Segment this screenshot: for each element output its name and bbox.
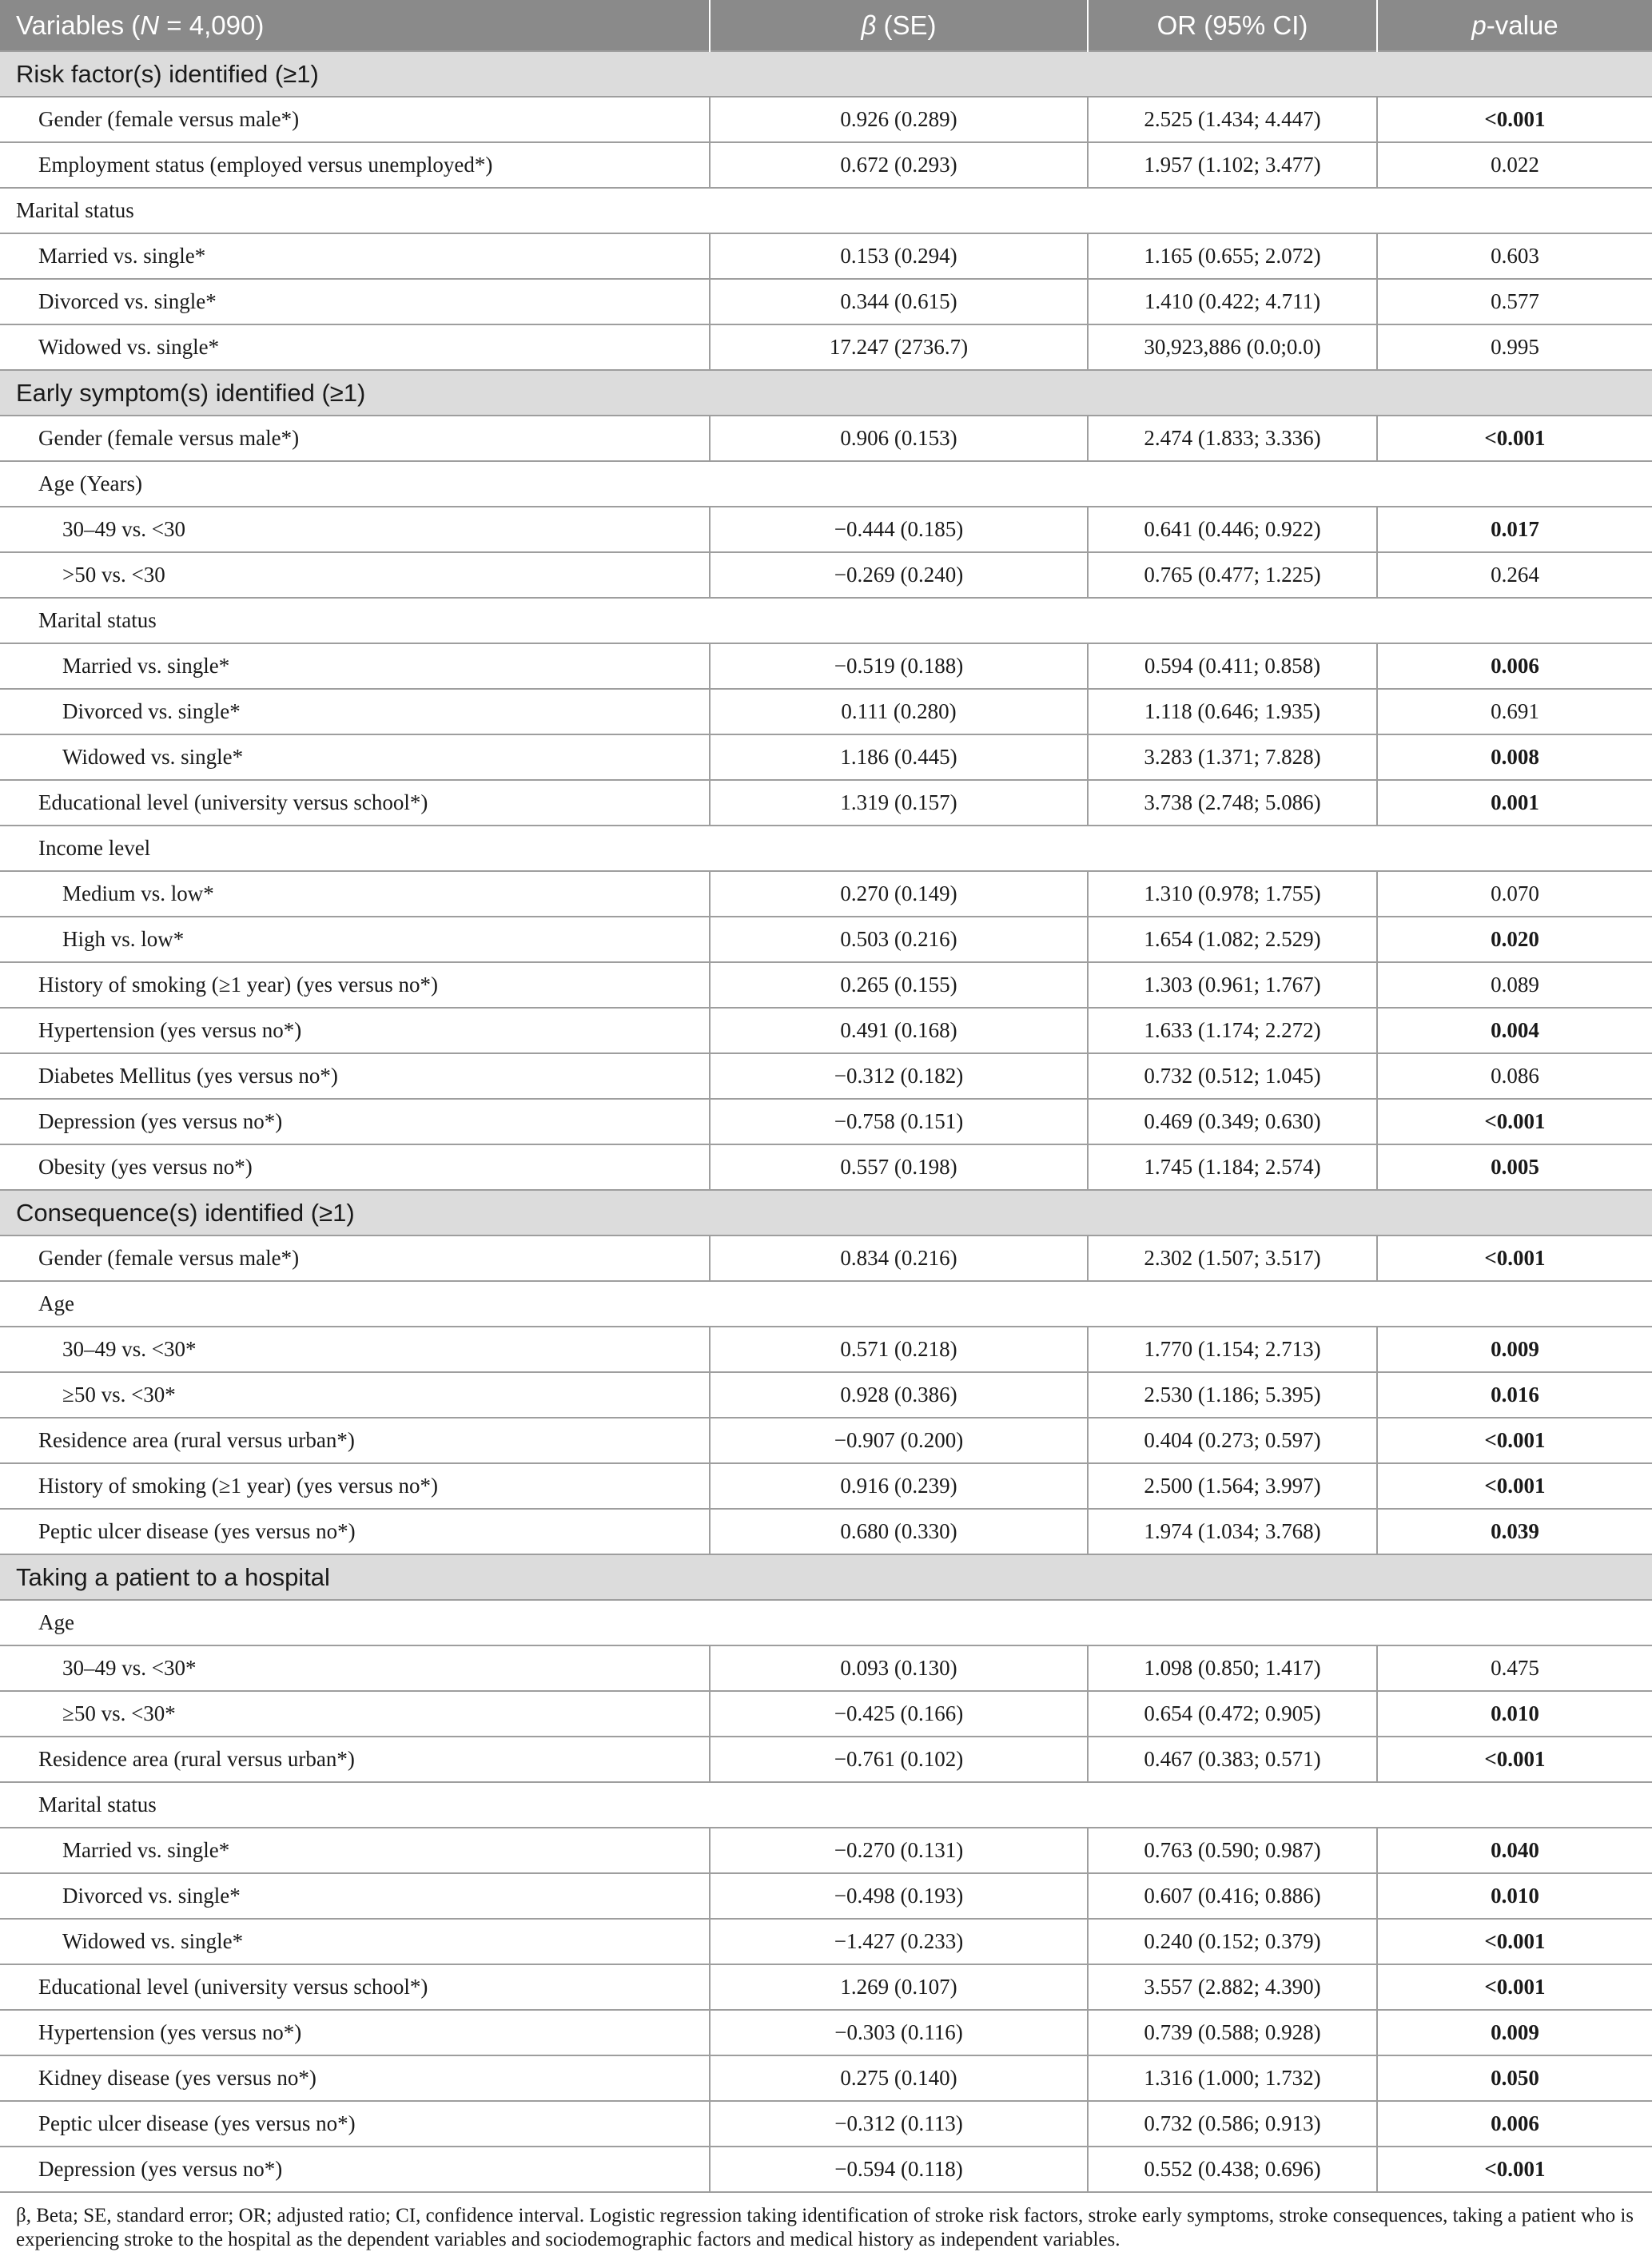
p-value-cell: 0.016 [1377, 1372, 1652, 1418]
row-label: Age [0, 1281, 1652, 1327]
table-row [0, 97, 1652, 142]
row-label: ≥50 vs. <30* [0, 1691, 710, 1737]
table-row [0, 1099, 1652, 1144]
beta-cell: 0.265 (0.155) [710, 962, 1088, 1008]
p-value-cell: 0.022 [1377, 142, 1652, 188]
header-row [0, 0, 1652, 51]
beta-cell: −0.498 (0.193) [710, 1873, 1088, 1919]
p-value-cell: 0.691 [1377, 689, 1652, 734]
beta-cell: 0.491 (0.168) [710, 1008, 1088, 1053]
table-row [0, 734, 1652, 780]
subgroup-row [0, 826, 1652, 871]
p-value-cell: 0.008 [1377, 734, 1652, 780]
beta-cell: 0.928 (0.386) [710, 1372, 1088, 1418]
or-cell: 1.770 (1.154; 2.713) [1088, 1327, 1377, 1372]
p-value-cell: 0.040 [1377, 1828, 1652, 1873]
beta-cell: 0.926 (0.289) [710, 97, 1088, 142]
or-cell: 0.732 (0.512; 1.045) [1088, 1053, 1377, 1099]
table-row [0, 1737, 1652, 1782]
p-value-cell: <0.001 [1377, 2147, 1652, 2192]
p-value-cell: <0.001 [1377, 416, 1652, 461]
table-row [0, 416, 1652, 461]
or-cell: 2.474 (1.833; 3.336) [1088, 416, 1377, 461]
table-row [0, 962, 1652, 1008]
beta-cell: −0.758 (0.151) [710, 1099, 1088, 1144]
row-label: Married vs. single* [0, 643, 710, 689]
table-row [0, 279, 1652, 324]
beta-cell: −0.519 (0.188) [710, 643, 1088, 689]
row-label: Widowed vs. single* [0, 1919, 710, 1964]
section-header [0, 1554, 1652, 1600]
row-label: Residence area (rural versus urban*) [0, 1418, 710, 1463]
or-cell: 0.765 (0.477; 1.225) [1088, 552, 1377, 598]
section-title: Taking a patient to a hospital [0, 1554, 1652, 1600]
row-label: Gender (female versus male*) [0, 97, 710, 142]
row-label: Peptic ulcer disease (yes versus no*) [0, 1509, 710, 1554]
or-cell: 3.557 (2.882; 4.390) [1088, 1964, 1377, 2010]
header-p-prefix: p [1471, 10, 1487, 40]
or-cell: 30,923,886 (0.0;0.0) [1088, 324, 1377, 370]
p-value-cell: <0.001 [1377, 97, 1652, 142]
or-cell: 2.530 (1.186; 5.395) [1088, 1372, 1377, 1418]
row-label: >50 vs. <30 [0, 552, 710, 598]
beta-cell: 1.186 (0.445) [710, 734, 1088, 780]
or-cell: 0.240 (0.152; 0.379) [1088, 1919, 1377, 1964]
p-value-cell: 0.004 [1377, 1008, 1652, 1053]
table-row [0, 1509, 1652, 1554]
section-header [0, 51, 1652, 97]
table-row [0, 2101, 1652, 2147]
table-row [0, 780, 1652, 826]
beta-cell: 1.269 (0.107) [710, 1964, 1088, 2010]
or-cell: 1.410 (0.422; 4.711) [1088, 279, 1377, 324]
p-value-cell: 0.006 [1377, 643, 1652, 689]
row-label: Hypertension (yes versus no*) [0, 2010, 710, 2055]
row-label: History of smoking (≥1 year) (yes versus no*) [0, 1463, 710, 1509]
table-row [0, 1008, 1652, 1053]
subgroup-row [0, 1600, 1652, 1645]
beta-cell: 0.916 (0.239) [710, 1463, 1088, 1509]
row-label: Income level [0, 826, 1652, 871]
p-value-cell: <0.001 [1377, 1463, 1652, 1509]
subgroup-row [0, 188, 1652, 233]
beta-cell: −0.270 (0.131) [710, 1828, 1088, 1873]
table-row [0, 1053, 1652, 1099]
subgroup-row [0, 1782, 1652, 1828]
or-cell: 2.302 (1.507; 3.517) [1088, 1235, 1377, 1281]
beta-cell: 0.672 (0.293) [710, 142, 1088, 188]
row-label: Marital status [0, 188, 1652, 233]
or-cell: 1.165 (0.655; 2.072) [1088, 233, 1377, 279]
section-title: Early symptom(s) identified (≥1) [0, 370, 1652, 416]
section-header [0, 370, 1652, 416]
or-cell: 0.469 (0.349; 0.630) [1088, 1099, 1377, 1144]
or-cell: 1.974 (1.034; 3.768) [1088, 1509, 1377, 1554]
p-value-cell: <0.001 [1377, 1099, 1652, 1144]
row-label: Marital status [0, 598, 1652, 643]
beta-cell: −0.594 (0.118) [710, 2147, 1088, 2192]
p-value-cell: <0.001 [1377, 1919, 1652, 1964]
p-value-cell: 0.050 [1377, 2055, 1652, 2101]
row-label: 30–49 vs. <30* [0, 1645, 710, 1691]
table-row [0, 2055, 1652, 2101]
table-row [0, 1873, 1652, 1919]
p-value-cell: 0.005 [1377, 1144, 1652, 1190]
header-p-suffix: -value [1486, 10, 1558, 40]
or-cell: 0.404 (0.273; 0.597) [1088, 1418, 1377, 1463]
table-body [0, 51, 1652, 2192]
table-row [0, 1828, 1652, 1873]
table-row [0, 2010, 1652, 2055]
or-cell: 1.303 (0.961; 1.767) [1088, 962, 1377, 1008]
beta-cell: −0.312 (0.113) [710, 2101, 1088, 2147]
row-label: 30–49 vs. <30* [0, 1327, 710, 1372]
or-cell: 0.552 (0.438; 0.696) [1088, 2147, 1377, 2192]
subgroup-row [0, 1281, 1652, 1327]
p-value-cell: 0.010 [1377, 1691, 1652, 1737]
table-row [0, 871, 1652, 917]
beta-cell: −0.907 (0.200) [710, 1418, 1088, 1463]
row-label: Gender (female versus male*) [0, 1235, 710, 1281]
table-row [0, 1645, 1652, 1691]
table-row [0, 1327, 1652, 1372]
row-label: Educational level (university versus school*) [0, 780, 710, 826]
header-beta-symbol: β [861, 10, 877, 40]
subgroup-row [0, 461, 1652, 507]
or-cell: 1.654 (1.082; 2.529) [1088, 917, 1377, 962]
row-label: Divorced vs. single* [0, 279, 710, 324]
row-label: Depression (yes versus no*) [0, 1099, 710, 1144]
table-row [0, 643, 1652, 689]
section-title: Consequence(s) identified (≥1) [0, 1190, 1652, 1235]
beta-cell: 0.834 (0.216) [710, 1235, 1088, 1281]
beta-cell: −0.303 (0.116) [710, 2010, 1088, 2055]
section-title: Risk factor(s) identified (≥1) [0, 51, 1652, 97]
table-footnote: β, Beta; SE, standard error; OR; adjusted ratio; CI, confidence interval. Logistic regression taking identification of stroke risk factors, stroke early symptoms, stroke consequences, taking a patient who is experiencing stroke to the hospital as the dependent variables and sociodemographic factors and medical history as independent variables. [16, 2205, 1634, 2250]
p-value-cell: 0.009 [1377, 1327, 1652, 1372]
section-header [0, 1190, 1652, 1235]
table-row [0, 1418, 1652, 1463]
row-label: ≥50 vs. <30* [0, 1372, 710, 1418]
beta-cell: −1.427 (0.233) [710, 1919, 1088, 1964]
row-label: Educational level (university versus school*) [0, 1964, 710, 2010]
header-variables-suffix: = 4,090) [159, 10, 265, 40]
p-value-cell: 0.009 [1377, 2010, 1652, 2055]
beta-cell: 0.111 (0.280) [710, 689, 1088, 734]
header-p-value [1377, 0, 1652, 51]
or-cell: 1.316 (1.000; 1.732) [1088, 2055, 1377, 2101]
p-value-cell: <0.001 [1377, 1235, 1652, 1281]
row-label: Marital status [0, 1782, 1652, 1828]
header-variables-prefix: Variables ( [16, 10, 141, 40]
row-label: Medium vs. low* [0, 871, 710, 917]
or-cell: 2.500 (1.564; 3.997) [1088, 1463, 1377, 1509]
header-or: OR (95% CI) [1088, 0, 1377, 51]
or-cell: 1.633 (1.174; 2.272) [1088, 1008, 1377, 1053]
row-label: Widowed vs. single* [0, 734, 710, 780]
row-label: Age (Years) [0, 461, 1652, 507]
table-row [0, 1463, 1652, 1509]
beta-cell: 1.319 (0.157) [710, 780, 1088, 826]
or-cell: 0.763 (0.590; 0.987) [1088, 1828, 1377, 1873]
header-variables [0, 0, 710, 51]
row-label: Obesity (yes versus no*) [0, 1144, 710, 1190]
p-value-cell: 0.020 [1377, 917, 1652, 962]
or-cell: 1.745 (1.184; 2.574) [1088, 1144, 1377, 1190]
beta-cell: 17.247 (2736.7) [710, 324, 1088, 370]
p-value-cell: 0.264 [1377, 552, 1652, 598]
or-cell: 0.467 (0.383; 0.571) [1088, 1737, 1377, 1782]
or-cell: 1.118 (0.646; 1.935) [1088, 689, 1377, 734]
row-label: Diabetes Mellitus (yes versus no*) [0, 1053, 710, 1099]
p-value-cell: 0.995 [1377, 324, 1652, 370]
beta-cell: 0.557 (0.198) [710, 1144, 1088, 1190]
row-label: Peptic ulcer disease (yes versus no*) [0, 2101, 710, 2147]
row-label: Age [0, 1600, 1652, 1645]
row-label: Divorced vs. single* [0, 689, 710, 734]
p-value-cell: 0.089 [1377, 962, 1652, 1008]
p-value-cell: 0.001 [1377, 780, 1652, 826]
table-row [0, 324, 1652, 370]
beta-cell: 0.906 (0.153) [710, 416, 1088, 461]
row-label: Residence area (rural versus urban*) [0, 1737, 710, 1782]
row-label: History of smoking (≥1 year) (yes versus no*) [0, 962, 710, 1008]
row-label: Widowed vs. single* [0, 324, 710, 370]
header-beta [710, 0, 1088, 51]
row-label: Employment status (employed versus unemployed*) [0, 142, 710, 188]
table-row [0, 233, 1652, 279]
p-value-cell: 0.577 [1377, 279, 1652, 324]
or-cell: 0.732 (0.586; 0.913) [1088, 2101, 1377, 2147]
or-cell: 0.739 (0.588; 0.928) [1088, 2010, 1377, 2055]
table-row [0, 1235, 1652, 1281]
beta-cell: −0.312 (0.182) [710, 1053, 1088, 1099]
p-value-cell: <0.001 [1377, 1737, 1652, 1782]
beta-cell: 0.153 (0.294) [710, 233, 1088, 279]
table-row [0, 1691, 1652, 1737]
or-cell: 1.098 (0.850; 1.417) [1088, 1645, 1377, 1691]
row-label: 30–49 vs. <30 [0, 507, 710, 552]
table-row [0, 689, 1652, 734]
beta-cell: −0.444 (0.185) [710, 507, 1088, 552]
beta-cell: 0.503 (0.216) [710, 917, 1088, 962]
p-value-cell: 0.017 [1377, 507, 1652, 552]
beta-cell: 0.571 (0.218) [710, 1327, 1088, 1372]
beta-cell: 0.275 (0.140) [710, 2055, 1088, 2101]
beta-cell: −0.269 (0.240) [710, 552, 1088, 598]
table-row [0, 552, 1652, 598]
beta-cell: 0.093 (0.130) [710, 1645, 1088, 1691]
row-label: Gender (female versus male*) [0, 416, 710, 461]
row-label: Depression (yes versus no*) [0, 2147, 710, 2192]
p-value-cell: 0.039 [1377, 1509, 1652, 1554]
subgroup-row [0, 598, 1652, 643]
p-value-cell: 0.603 [1377, 233, 1652, 279]
or-cell: 1.957 (1.102; 3.477) [1088, 142, 1377, 188]
table-row [0, 1964, 1652, 2010]
p-value-cell: 0.006 [1377, 2101, 1652, 2147]
row-label: Hypertension (yes versus no*) [0, 1008, 710, 1053]
p-value-cell: 0.086 [1377, 1053, 1652, 1099]
beta-cell: −0.761 (0.102) [710, 1737, 1088, 1782]
beta-cell: 0.680 (0.330) [710, 1509, 1088, 1554]
row-label: Kidney disease (yes versus no*) [0, 2055, 710, 2101]
or-cell: 0.654 (0.472; 0.905) [1088, 1691, 1377, 1737]
or-cell: 2.525 (1.434; 4.447) [1088, 97, 1377, 142]
table-row [0, 1144, 1652, 1190]
or-cell: 0.607 (0.416; 0.886) [1088, 1873, 1377, 1919]
or-cell: 1.310 (0.978; 1.755) [1088, 871, 1377, 917]
row-label: Married vs. single* [0, 1828, 710, 1873]
table-row [0, 142, 1652, 188]
p-value-cell: 0.010 [1377, 1873, 1652, 1919]
beta-cell: 0.270 (0.149) [710, 871, 1088, 917]
row-label: Divorced vs. single* [0, 1873, 710, 1919]
row-label: High vs. low* [0, 917, 710, 962]
or-cell: 0.641 (0.446; 0.922) [1088, 507, 1377, 552]
p-value-cell: <0.001 [1377, 1418, 1652, 1463]
or-cell: 3.283 (1.371; 7.828) [1088, 734, 1377, 780]
or-cell: 0.594 (0.411; 0.858) [1088, 643, 1377, 689]
table-row [0, 1372, 1652, 1418]
p-value-cell: 0.475 [1377, 1645, 1652, 1691]
p-value-cell: <0.001 [1377, 1964, 1652, 2010]
header-beta-suffix: (SE) [876, 10, 937, 40]
row-label: Married vs. single* [0, 233, 710, 279]
table-row [0, 2147, 1652, 2192]
or-cell: 3.738 (2.748; 5.086) [1088, 780, 1377, 826]
beta-cell: 0.344 (0.615) [710, 279, 1088, 324]
table-row [0, 917, 1652, 962]
table-row [0, 507, 1652, 552]
header-variables-n: N [140, 10, 160, 40]
table-row [0, 1919, 1652, 1964]
beta-cell: −0.425 (0.166) [710, 1691, 1088, 1737]
p-value-cell: 0.070 [1377, 871, 1652, 917]
